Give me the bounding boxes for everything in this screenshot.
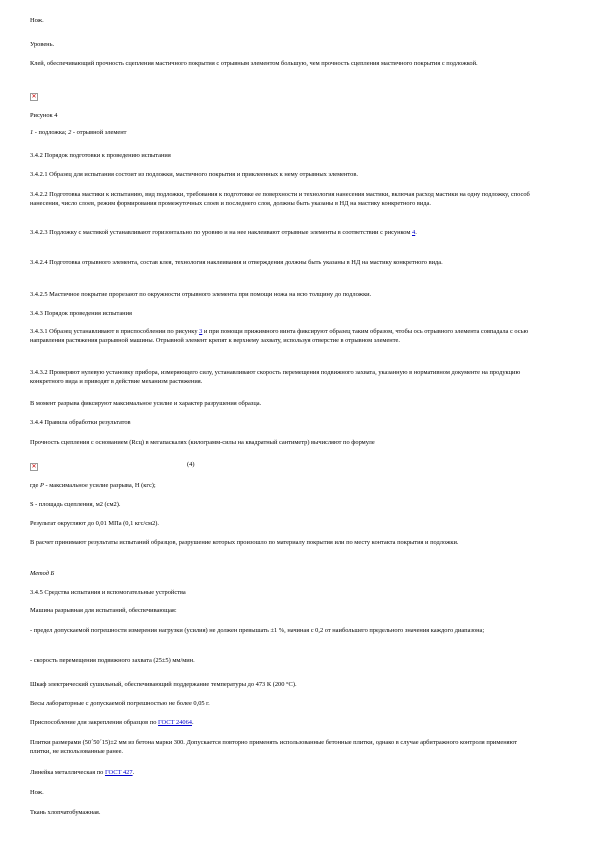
paragraph-cotton-cloth: Ткань хлопчатобумажная. — [30, 809, 101, 816]
list-item-error-limit: - предел допускаемой погрешности измерения нагрузки (усилия) не должен превышать ±1 %, начиная с 0,2 от наибольшего предельного значения каждого диапазона; — [30, 627, 485, 634]
link-figure-4[interactable]: 4 — [412, 229, 416, 236]
paragraph-knife-2: Нож. — [30, 789, 44, 796]
broken-image-icon — [30, 93, 38, 101]
paragraph-fixture: Приспособление для закрепления образцов по ГОСТ 24064. — [30, 719, 194, 726]
formula-image-icon — [30, 463, 38, 471]
paragraph-3-4-2-4: 3.4.2.4 Подготовка отрывного элемента, состав клея, технология наклеивания и отверждения должны быть указаны в НД на мастику конкретного вида. — [30, 259, 443, 266]
formula-number: (4) — [187, 461, 195, 468]
paragraph-where-p: где P - максимальное усилие разрыва, Н (кгс); — [30, 482, 156, 489]
legend-text-2: - отрывной элемент — [71, 129, 127, 136]
paragraph-3-4-3-1: 3.4.3.1 Образец устанавливают в приспособлении по рисунку 3 и при помощи прижимного винта фиксируют образец таким образом, чтобы ось отрывного элемента совпадала с осью направления растяжения разрывной машины. Отрывной элемент крепят к верхнему захвату, используя отверстие в отрывном элементе. — [30, 328, 529, 344]
variable-p: P — [40, 482, 44, 489]
paragraph-3-4-2-2: 3.4.2.2 Подготовка мастики к испытанию, вид подложки, требования к подготовке ее поверхности и технология нанесения мастики, включая расход мастики на одну подложку, способ нанесения, число слоев, режим формирования промежуточных слоев и последнего слоя, должны быть указаны в НД на мастику конкретного вида. — [30, 191, 530, 207]
link-figure-3[interactable]: 3 — [199, 328, 203, 335]
link-gost-24064[interactable]: ГОСТ 24064 — [158, 719, 192, 726]
paragraph-ruler: Линейка металлическая по ГОСТ 427. — [30, 769, 135, 776]
paragraph-accepted-results: В расчет принимают результаты испытаний образцов, разрушение которых произошло по материалу покрытия или по месту контакта покрытия и подложки. — [30, 539, 459, 546]
section-3-4-3: 3.4.3 Порядок проведения испытания — [30, 310, 132, 317]
paragraph-3-4-3-2: 3.4.3.2 Проверяют нулевую установку прибора, измеряющего силу, устанавливают скорость перемещения подвижного захвата, указанную в нормативном документе на продукцию конкретного вида и приводят в действие механизм растяжения. — [30, 369, 521, 385]
figure-caption: Рисунок 4 — [30, 112, 58, 119]
link-gost-427[interactable]: ГОСТ 427 — [104, 769, 133, 776]
legend-num-1: 1 — [30, 129, 34, 136]
figure-4-placeholder — [30, 88, 535, 100]
section-3-4-2: 3.4.2 Порядок подготовки к проведению испытания — [30, 152, 171, 159]
paragraph-3-4-2-1: 3.4.2.1 Образец для испытания состоит из подложки, мастичного покрытия и приклеенных к нему отрывных элементов. — [30, 171, 358, 178]
paragraph-strength-formula: Прочность сцепления с основанием (Rсц) в мегапаскалях (килограмм-силы на квадратный сантиметр) вычисляют по формуле — [30, 439, 375, 446]
paragraph-knife: Нож. — [30, 17, 44, 24]
section-3-4-4: 3.4.4 Правила обработки результатов — [30, 419, 131, 426]
paragraph-rounding: Результат округляют до 0,01 МПа (0,1 кгс/см2). — [30, 520, 160, 527]
paragraph-3-4-2-3: 3.4.2.3 Подложку с мастикой устанавливают горизонтально по уровню и на нее наклеивают отрывные элементы в соответствии с рисунком 4. — [30, 229, 417, 236]
paragraph-concrete-tiles: Плитки размерами (50´50´15)±2 мм из бетона марки 300. Допускается повторно применять использованные бетонные плитки, однако в случае арбитражного контроля применяют плитки, не использованные ранее. — [30, 739, 518, 755]
formula-row — [30, 458, 535, 472]
section-3-4-5: 3.4.5 Средства испытания и вспомогательные устройства — [30, 589, 186, 596]
legend-num-2: 2 — [68, 129, 72, 136]
paragraph-glue: Клей, обеспечивающий прочность сцепления мастичного покрытия с отрывным элементом большую, чем прочность сцепления мастичного покрытия с подложкой. — [30, 60, 478, 67]
paragraph-rupture: В момент разрыва фиксируют максимальное усилие и характер разрушения образца. — [30, 400, 262, 407]
paragraph-drying-cabinet: Шкаф электрический сушильный, обеспечивающий поддержание температуры до 473 К (200 °С). — [30, 681, 297, 688]
method-b-heading: Метод Б — [30, 570, 55, 577]
list-item-speed: - скорость перемещения подвижного захвата (25±5) мм/мин. — [30, 657, 195, 664]
paragraph-level: Уровень. — [30, 41, 55, 48]
paragraph-scales: Весы лабораторные с допускаемой погрешностью не более 0,05 г. — [30, 700, 210, 707]
paragraph-3-4-2-5: 3.4.2.5 Мастичное покрытие прорезают по окружности отрывного элемента при помощи ножа на всю толщину до подложки. — [30, 291, 372, 298]
legend-text-1: - подложка; — [33, 129, 69, 136]
paragraph-area-s: S - площадь сцепления, м2 (см2). — [30, 501, 121, 508]
figure-legend — [30, 128, 535, 137]
paragraph-tensile-machine: Машина разрывная для испытаний, обеспечивающая: — [30, 607, 177, 614]
